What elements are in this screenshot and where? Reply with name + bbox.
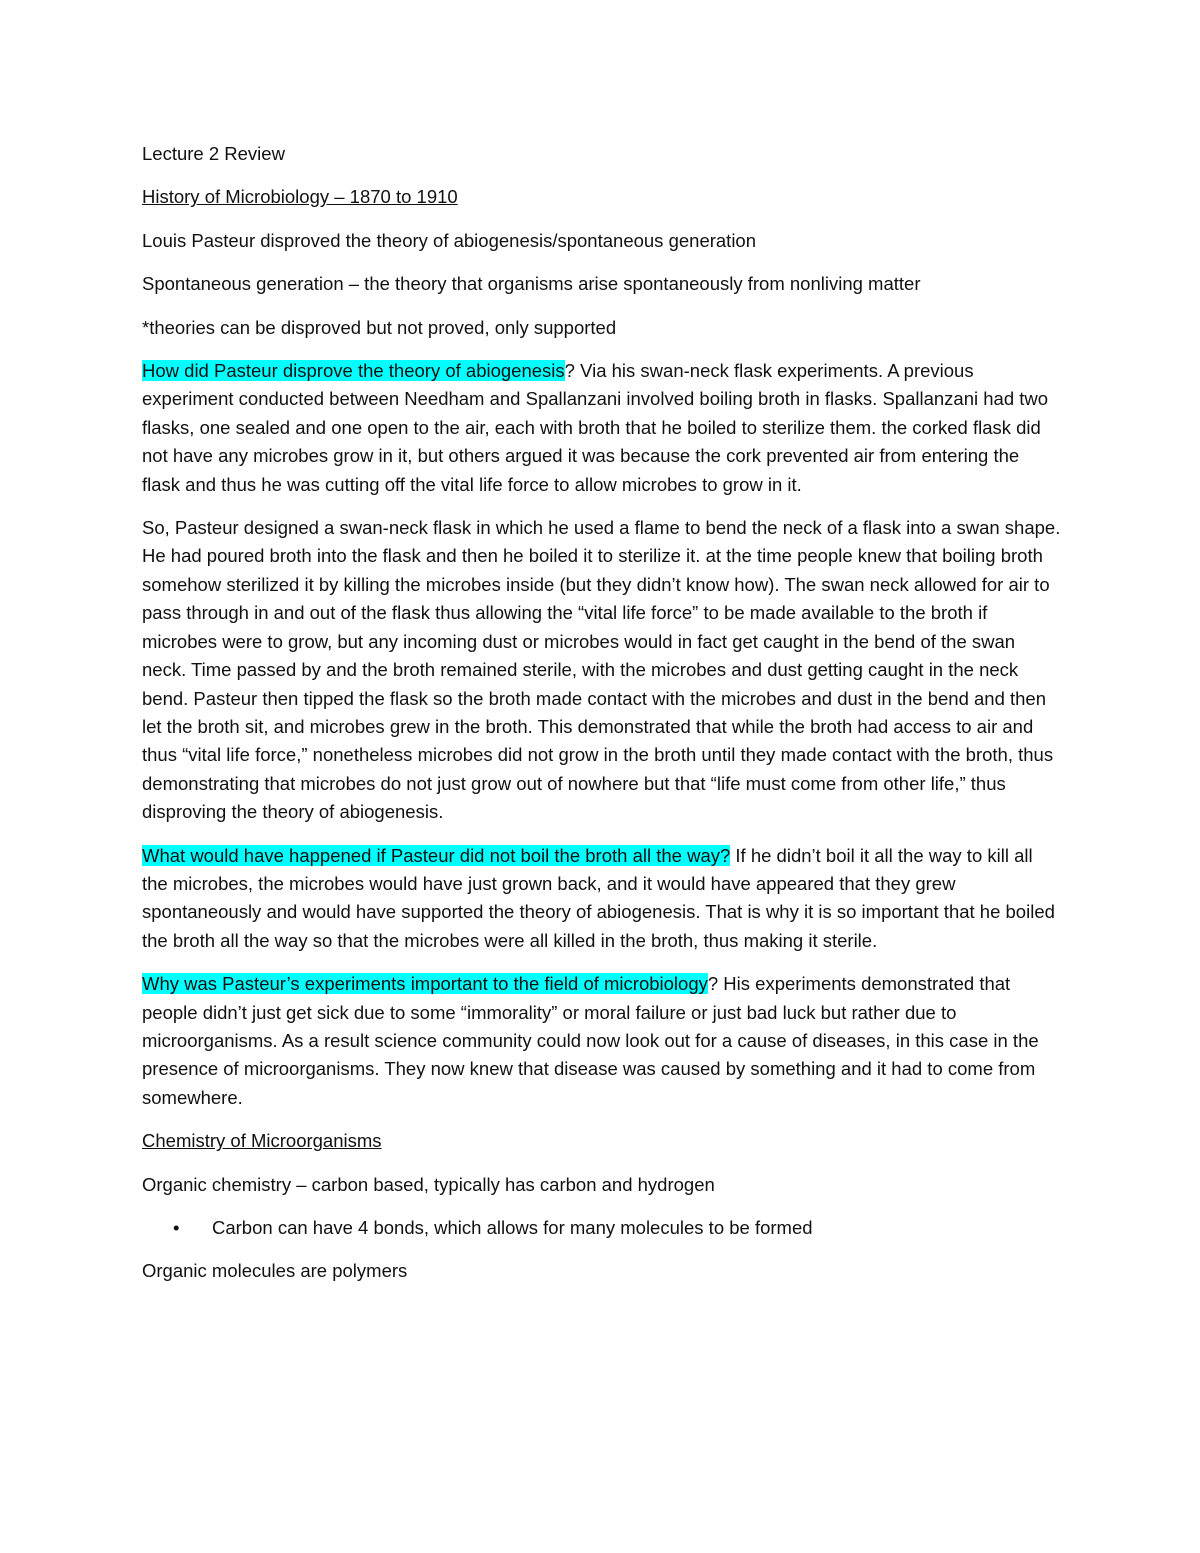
highlighted-question-2: What would have happened if Pasteur did not boil the broth all the way? (142, 844, 731, 866)
document-page (142, 140, 1062, 1301)
paragraph-pasteur-disproved: Louis Pasteur disproved the theory of abiogenesis/spontaneous generation (142, 229, 757, 251)
paragraph-swan-neck: So, Pasteur designed a swan-neck flask in which he used a flame to bend the neck of a flask into a swan shape. He had poured broth into the flask and then he boiled it to sterilize it. at the time people knew that boiling broth somehow sterilized it by killing the microbes inside (but they didn’t know how). The swan neck allowed for air to pass through in and out of the flask thus allowing the “vital life force” to be made available to the broth if microbes were to grow, but any incoming dust or microbes would in fact get caught in the bend of the swan neck. Time passed by and the broth remained sterile, with the microbes and dust getting caught in the neck bend. Pasteur then tipped the flask so the broth made contact with the microbes and dust in the bend and then let the broth sit, and microbes grew in the broth. This demonstrated that while the broth had access to air and thus “vital life force,” nonetheless microbes did not grow in the broth until they made contact with the broth, thus demonstrating that microbes do not just grow out of nowhere but that “life must come from other life,” thus disproving the theory of abiogenesis. (142, 517, 1061, 823)
paragraph-question-3 (142, 970, 1062, 1112)
paragraph-theories-note: *theories can be disproved but not proved, only supported (142, 316, 617, 338)
highlighted-question-3: Why was Pasteur’s experiments important to the field of microbiology (142, 973, 708, 995)
paragraph-question-1 (142, 357, 1062, 499)
paragraph-question-2 (142, 842, 1062, 956)
list-item (142, 1214, 1062, 1242)
highlighted-question-1: How did Pasteur disprove the theory of abiogenesis (142, 360, 565, 382)
section-heading-history: History of Microbiology – 1870 to 1910 (142, 186, 458, 208)
paragraph-organic-chemistry: Organic chemistry – carbon based, typically has carbon and hydrogen (142, 1173, 715, 1195)
document-title: Lecture 2 Review (142, 143, 285, 164)
answer-3: ? His experiments demonstrated that people didn’t just get sick due to some “immorality” or moral failure or just bad luck but rather due to microorganisms. As a result science community could now look out for a cause of diseases, in this case in the presence of microorganisms. They now knew that disease was caused by something and it had to come from somewhere. (142, 973, 1039, 1108)
section-heading-chemistry: Chemistry of Microorganisms (142, 1130, 382, 1152)
paragraph-polymers: Organic molecules are polymers (142, 1260, 408, 1282)
bullet-icon: • (173, 1217, 180, 1238)
answer-2: If he didn’t boil it all the way to kill all the microbes, the microbes would have just grown back, and it would have appeared that they grew spontaneously and would have supported the theory of abiogenesis. That is why it is so important that he boiled the broth all the way so that the microbes were all killed in the broth, thus making it sterile. (142, 844, 1055, 951)
paragraph-spontaneous-definition: Spontaneous generation – the theory that organisms arise spontaneously from nonliving matter (142, 273, 921, 295)
bullet-text: Carbon can have 4 bonds, which allows for many molecules to be formed (212, 1217, 813, 1238)
answer-1: ? Via his swan-neck flask experiments. A previous experiment conducted between Needham and Spallanzani involved boiling broth in flasks. Spallanzani had two flasks, one sealed and one open to the air, each with broth that he boiled to sterilize them. the corked flask did not have any microbes grow in it, but others argued it was because the cork prevented air from entering the flask and thus he was cutting off the vital life force to allow microbes to grow in it. (142, 360, 1049, 495)
bullet-list (142, 1214, 1062, 1242)
